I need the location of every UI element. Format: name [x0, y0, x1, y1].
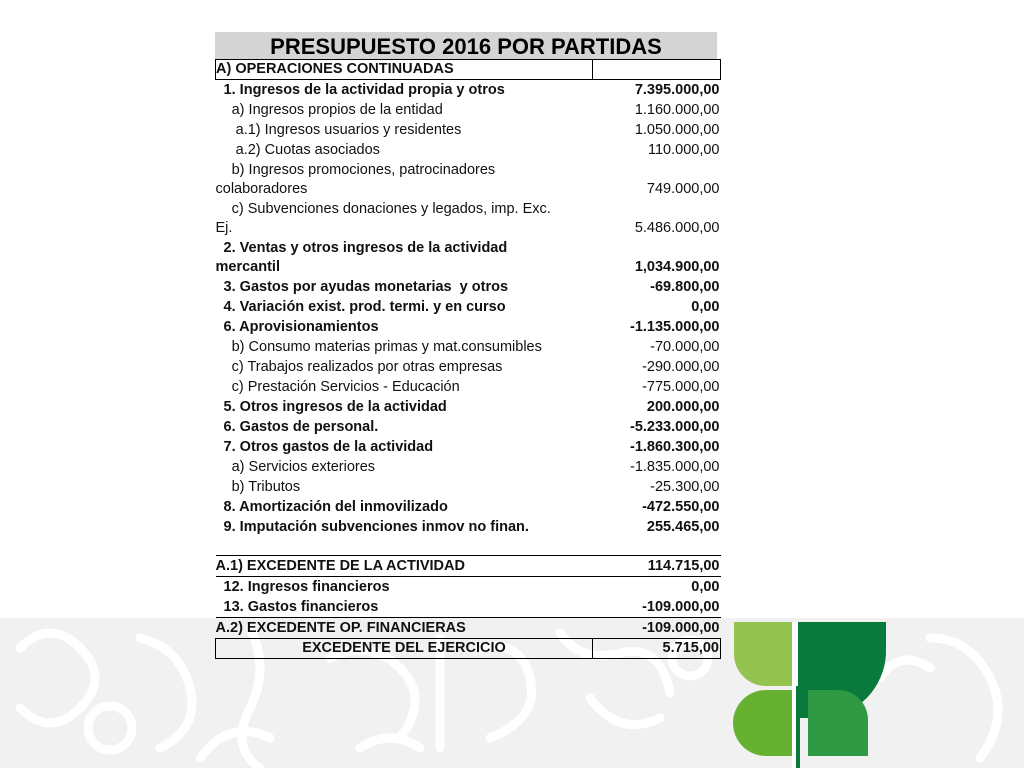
table-row [216, 297, 721, 317]
table-row [216, 556, 721, 577]
row-value: 255.465,00 [646, 519, 720, 535]
row-value: 5.715,00 [593, 639, 721, 659]
page-title: PRESUPUESTO 2016 POR PARTIDAS [215, 32, 717, 59]
row-label: A) OPERACIONES CONTINUADAS [216, 60, 593, 80]
table-row [216, 140, 721, 160]
row-label: 7. Otros gastos de la actividad [215, 439, 434, 455]
row-label: c) Trabajos realizados por otras empresas [215, 359, 503, 375]
table-row [216, 317, 721, 337]
row-label: 12. Ingresos financieros [216, 577, 593, 598]
row-label: b) Ingresos promociones, patrocinadores colaboradores [215, 162, 496, 197]
clover-p-logo [726, 618, 896, 768]
row-label: 6. Gastos de personal. [215, 419, 379, 435]
row-value: -70.000,00 [650, 339, 720, 355]
row-label: 4. Variación exist. prod. termi. y en curso [215, 299, 506, 315]
table-row [216, 337, 721, 357]
row-value: -5.233.000,00 [630, 419, 720, 435]
row-value: -25.300,00 [650, 479, 720, 495]
table-row [216, 120, 721, 140]
row-value: 7.395.000,00 [634, 82, 720, 98]
row-label: 5. Otros ingresos de la actividad [215, 399, 447, 415]
row-value: -775.000,00 [642, 379, 720, 395]
row-value: 0,00 [593, 577, 721, 598]
row-value: 110.000,00 [648, 142, 720, 158]
row-value [593, 60, 721, 80]
row-value: -290.000,00 [642, 359, 720, 375]
table-row [216, 357, 721, 377]
budget-sheet [215, 32, 720, 659]
row-value: -109.000,00 [642, 599, 720, 615]
row-value: -1.860.300,00 [630, 439, 720, 455]
row-label: 9. Imputación subvenciones inmov no finan. [215, 519, 529, 535]
row-label: 3. Gastos por ayudas monetarias y otros [215, 279, 509, 295]
table-row [216, 497, 721, 517]
table-row [216, 397, 721, 417]
table-row [216, 238, 721, 277]
table-row [216, 477, 721, 497]
table-row [216, 537, 721, 556]
row-label: 6. Aprovisionamientos [215, 319, 379, 335]
row-label [216, 537, 593, 556]
table-row [216, 597, 721, 618]
row-label: 8. Amortización del inmovilizado [215, 499, 448, 515]
table-row [216, 80, 721, 101]
row-value: 114.715,00 [593, 556, 721, 577]
table-row [216, 457, 721, 477]
row-value: -1.135.000,00 [630, 319, 720, 335]
row-label: a) Ingresos propios de la entidad [215, 102, 443, 118]
table-row [216, 639, 721, 659]
row-label: A.1) EXCEDENTE DE LA ACTIVIDAD [216, 556, 593, 577]
row-label: b) Tributos [215, 479, 301, 495]
row-label: a.1) Ingresos usuarios y residentes [215, 122, 462, 138]
row-value [593, 537, 721, 556]
logo-leaf-top-left [734, 622, 792, 686]
logo-leaf-bottom-right [808, 690, 868, 756]
table-row [216, 577, 721, 598]
row-label: a.2) Cuotas asociados [215, 142, 380, 158]
row-label: 13. Gastos financieros [215, 599, 379, 615]
table-row [216, 277, 721, 297]
row-label: EXCEDENTE DEL EJERCICIO [216, 639, 593, 659]
row-label: a) Servicios exteriores [215, 459, 376, 475]
table-row [216, 160, 721, 199]
row-value: 5.486.000,00 [634, 220, 720, 236]
row-value: -1.835.000,00 [630, 459, 720, 475]
row-value: -109.000,00 [593, 618, 721, 639]
row-label: c) Prestación Servicios - Educación [215, 379, 460, 395]
row-value: 200.000,00 [646, 399, 720, 415]
row-value: 1.160.000,00 [634, 102, 720, 118]
row-value: 1.050.000,00 [634, 122, 720, 138]
row-value: -69.800,00 [650, 279, 720, 295]
logo-leaf-bottom-left [733, 690, 792, 756]
row-value: 0,00 [691, 299, 720, 315]
row-value: -472.550,00 [642, 499, 720, 515]
row-value: 1,034.900,00 [634, 259, 720, 275]
row-label: 1. Ingresos de la actividad propia y otros [215, 82, 505, 98]
table-row [216, 437, 721, 457]
table-row [216, 618, 721, 639]
table-row [216, 377, 721, 397]
table-row [216, 60, 721, 80]
row-label: c) Subvenciones donaciones y legados, imp. Exc. Ej. [215, 201, 551, 236]
table-row [216, 199, 721, 238]
row-label: A.2) EXCEDENTE OP. FINANCIERAS [216, 618, 593, 639]
row-label: 2. Ventas y otros ingresos de la actividad mercantil [215, 240, 508, 275]
table-row [216, 417, 721, 437]
table-row [216, 100, 721, 120]
budget-table [215, 59, 721, 659]
row-label: b) Consumo materias primas y mat.consumibles [215, 339, 542, 355]
table-row [216, 517, 721, 537]
row-value: 749.000,00 [646, 181, 720, 197]
